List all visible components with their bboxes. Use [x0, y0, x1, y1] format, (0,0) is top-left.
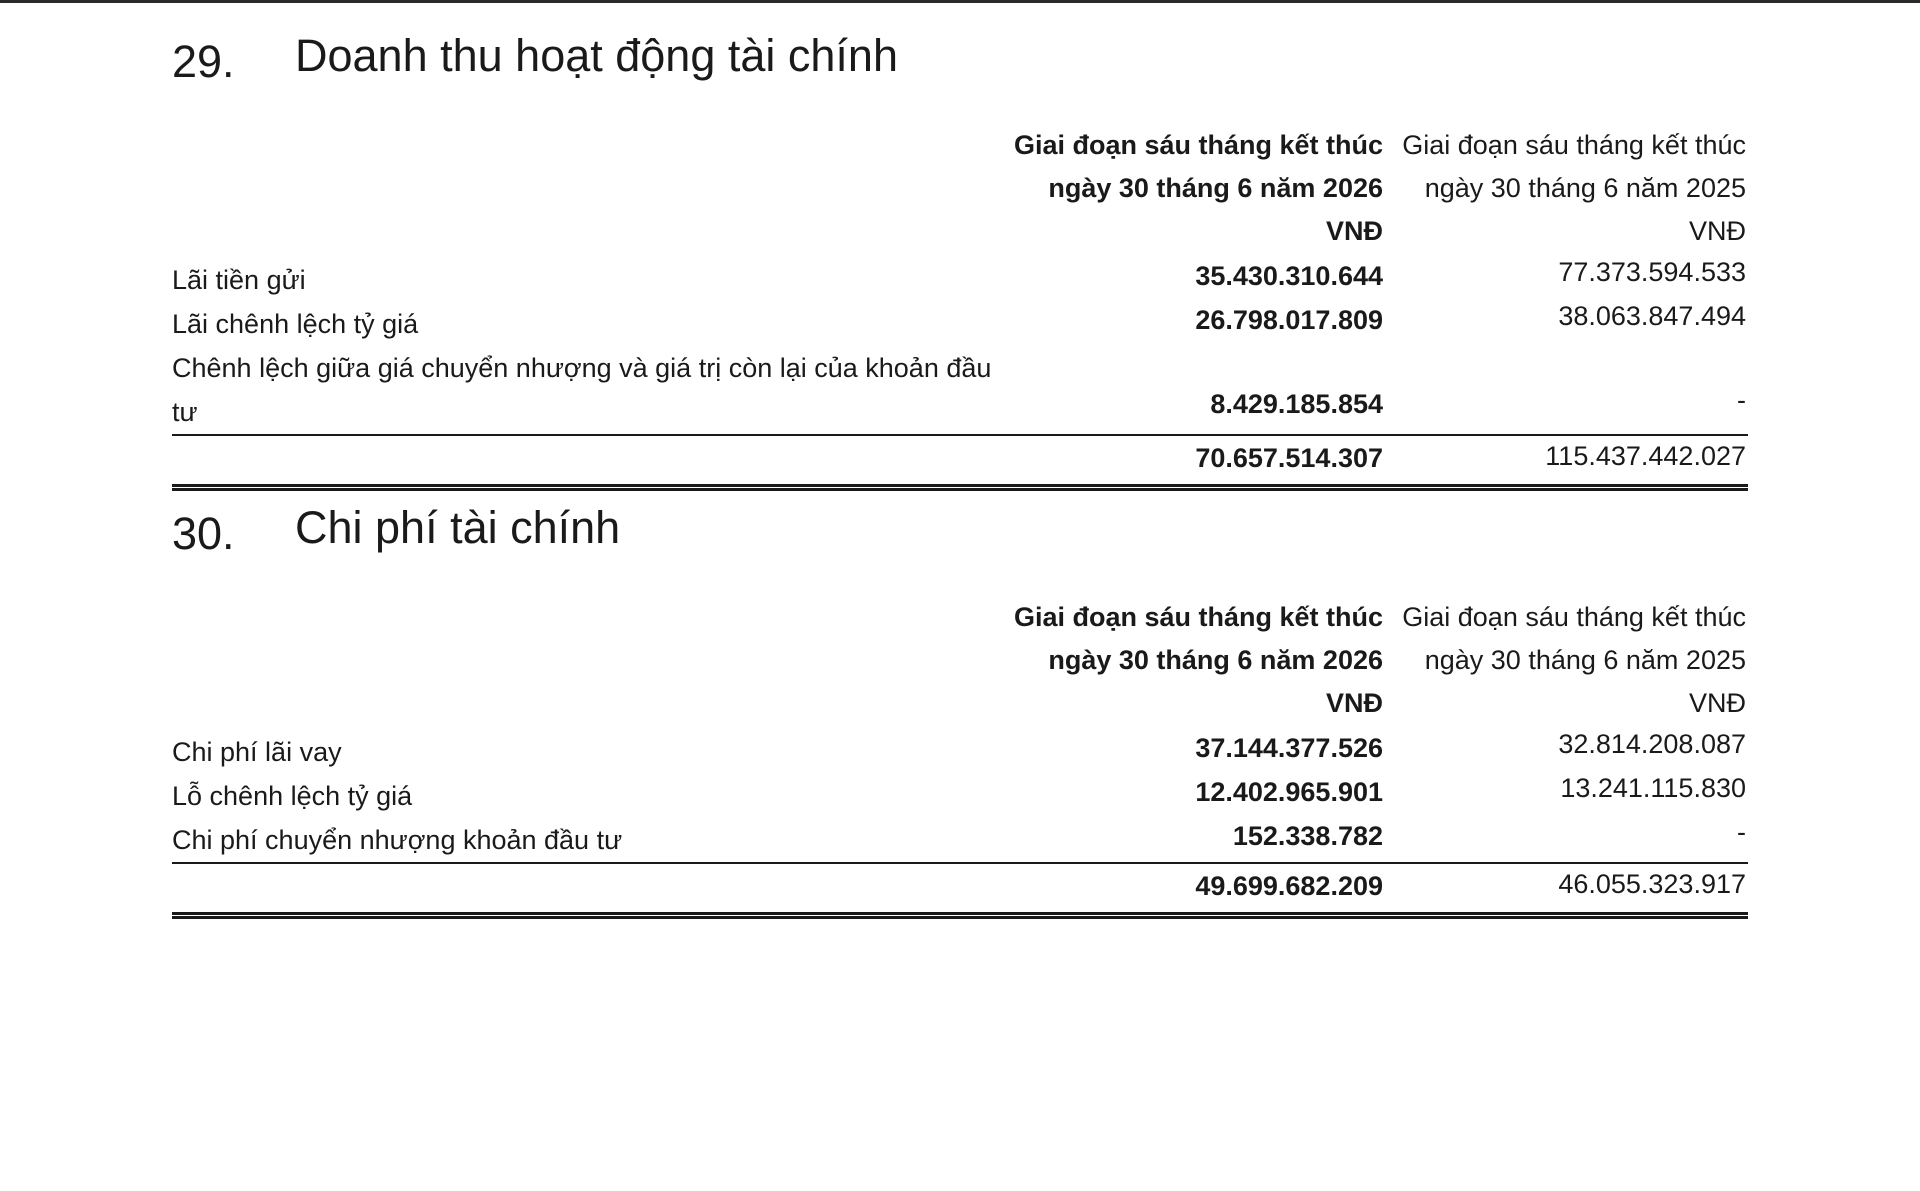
current-value: 37.144.377.526 [1195, 733, 1383, 763]
row-label-line: tư [172, 397, 198, 427]
row-label-line: Chênh lệch giữa giá chuyển nhượng và giá trị còn lại của khoản đầu [172, 353, 992, 383]
current-value: 12.402.965.901 [1195, 777, 1383, 807]
page-top-border [0, 0, 1920, 3]
section-number: 29. [172, 36, 235, 87]
header-line: ngày 30 tháng 6 năm 2025 [1424, 173, 1746, 203]
prior-value: - [1737, 385, 1746, 415]
total-current-value: 49.699.682.209 [1195, 871, 1383, 901]
table-row [172, 346, 1748, 436]
header-line: Giai đoạn sáu tháng kết thúc [1402, 602, 1746, 632]
prior-value: 38.063.847.494 [1558, 301, 1746, 331]
section-title: Chi phí tài chính [295, 502, 621, 553]
table-row [172, 730, 1748, 774]
total-prior-value: 115.437.442.027 [1545, 441, 1746, 471]
section-number: 30. [172, 508, 235, 559]
header-line: Giai đoạn sáu tháng kết thúc [1013, 130, 1383, 160]
row-label: Lỗ chênh lệch tỷ giá [172, 781, 413, 811]
table-row [172, 258, 1748, 302]
total-row [172, 436, 1748, 480]
table-row [172, 818, 1748, 864]
total-prior-value: 46.055.323.917 [1558, 869, 1746, 899]
row-label: Chi phí lãi vay [172, 737, 342, 767]
prior-period-header [1402, 596, 1746, 725]
header-unit: VNĐ [1325, 216, 1383, 246]
prior-value: 77.373.594.533 [1558, 257, 1746, 287]
section-heading [172, 26, 1748, 86]
row-label [172, 346, 991, 434]
row-label: Lãi tiền gửi [172, 265, 306, 295]
header-line: ngày 30 tháng 6 năm 2025 [1424, 645, 1746, 675]
table-row [172, 774, 1748, 818]
current-value: 152.338.782 [1232, 821, 1383, 851]
prior-value: 13.241.115.830 [1560, 773, 1746, 803]
section-heading [172, 498, 1748, 558]
total-double-underline [172, 912, 1748, 919]
prior-value: 32.814.208.087 [1558, 729, 1746, 759]
note-30-financial-expenses [172, 498, 1748, 919]
header-line: ngày 30 tháng 6 năm 2026 [1048, 645, 1383, 675]
prior-value: - [1737, 817, 1746, 847]
header-unit: VNĐ [1325, 688, 1383, 718]
row-label: Lãi chênh lệch tỷ giá [172, 309, 419, 339]
current-period-header [1014, 124, 1383, 253]
row-label: Chi phí chuyển nhượng khoản đầu tư [172, 825, 623, 855]
total-row [172, 864, 1748, 908]
column-headers [172, 124, 1748, 258]
prior-period-header [1402, 124, 1746, 253]
section-title: Doanh thu hoạt động tài chính [295, 30, 898, 81]
header-line: ngày 30 tháng 6 năm 2026 [1048, 173, 1383, 203]
header-line: Giai đoạn sáu tháng kết thúc [1402, 130, 1746, 160]
current-period-header [1014, 596, 1383, 725]
current-value: 26.798.017.809 [1195, 305, 1383, 335]
header-unit: VNĐ [1688, 688, 1746, 718]
header-line: Giai đoạn sáu tháng kết thúc [1013, 602, 1383, 632]
column-headers [172, 596, 1748, 730]
note-29-financial-income [172, 26, 1748, 491]
table-row [172, 302, 1748, 346]
total-current-value: 70.657.514.307 [1195, 443, 1383, 473]
total-double-underline [172, 484, 1748, 491]
current-value: 8.429.185.854 [1210, 389, 1383, 419]
header-unit: VNĐ [1688, 216, 1746, 246]
current-value: 35.430.310.644 [1195, 261, 1383, 291]
